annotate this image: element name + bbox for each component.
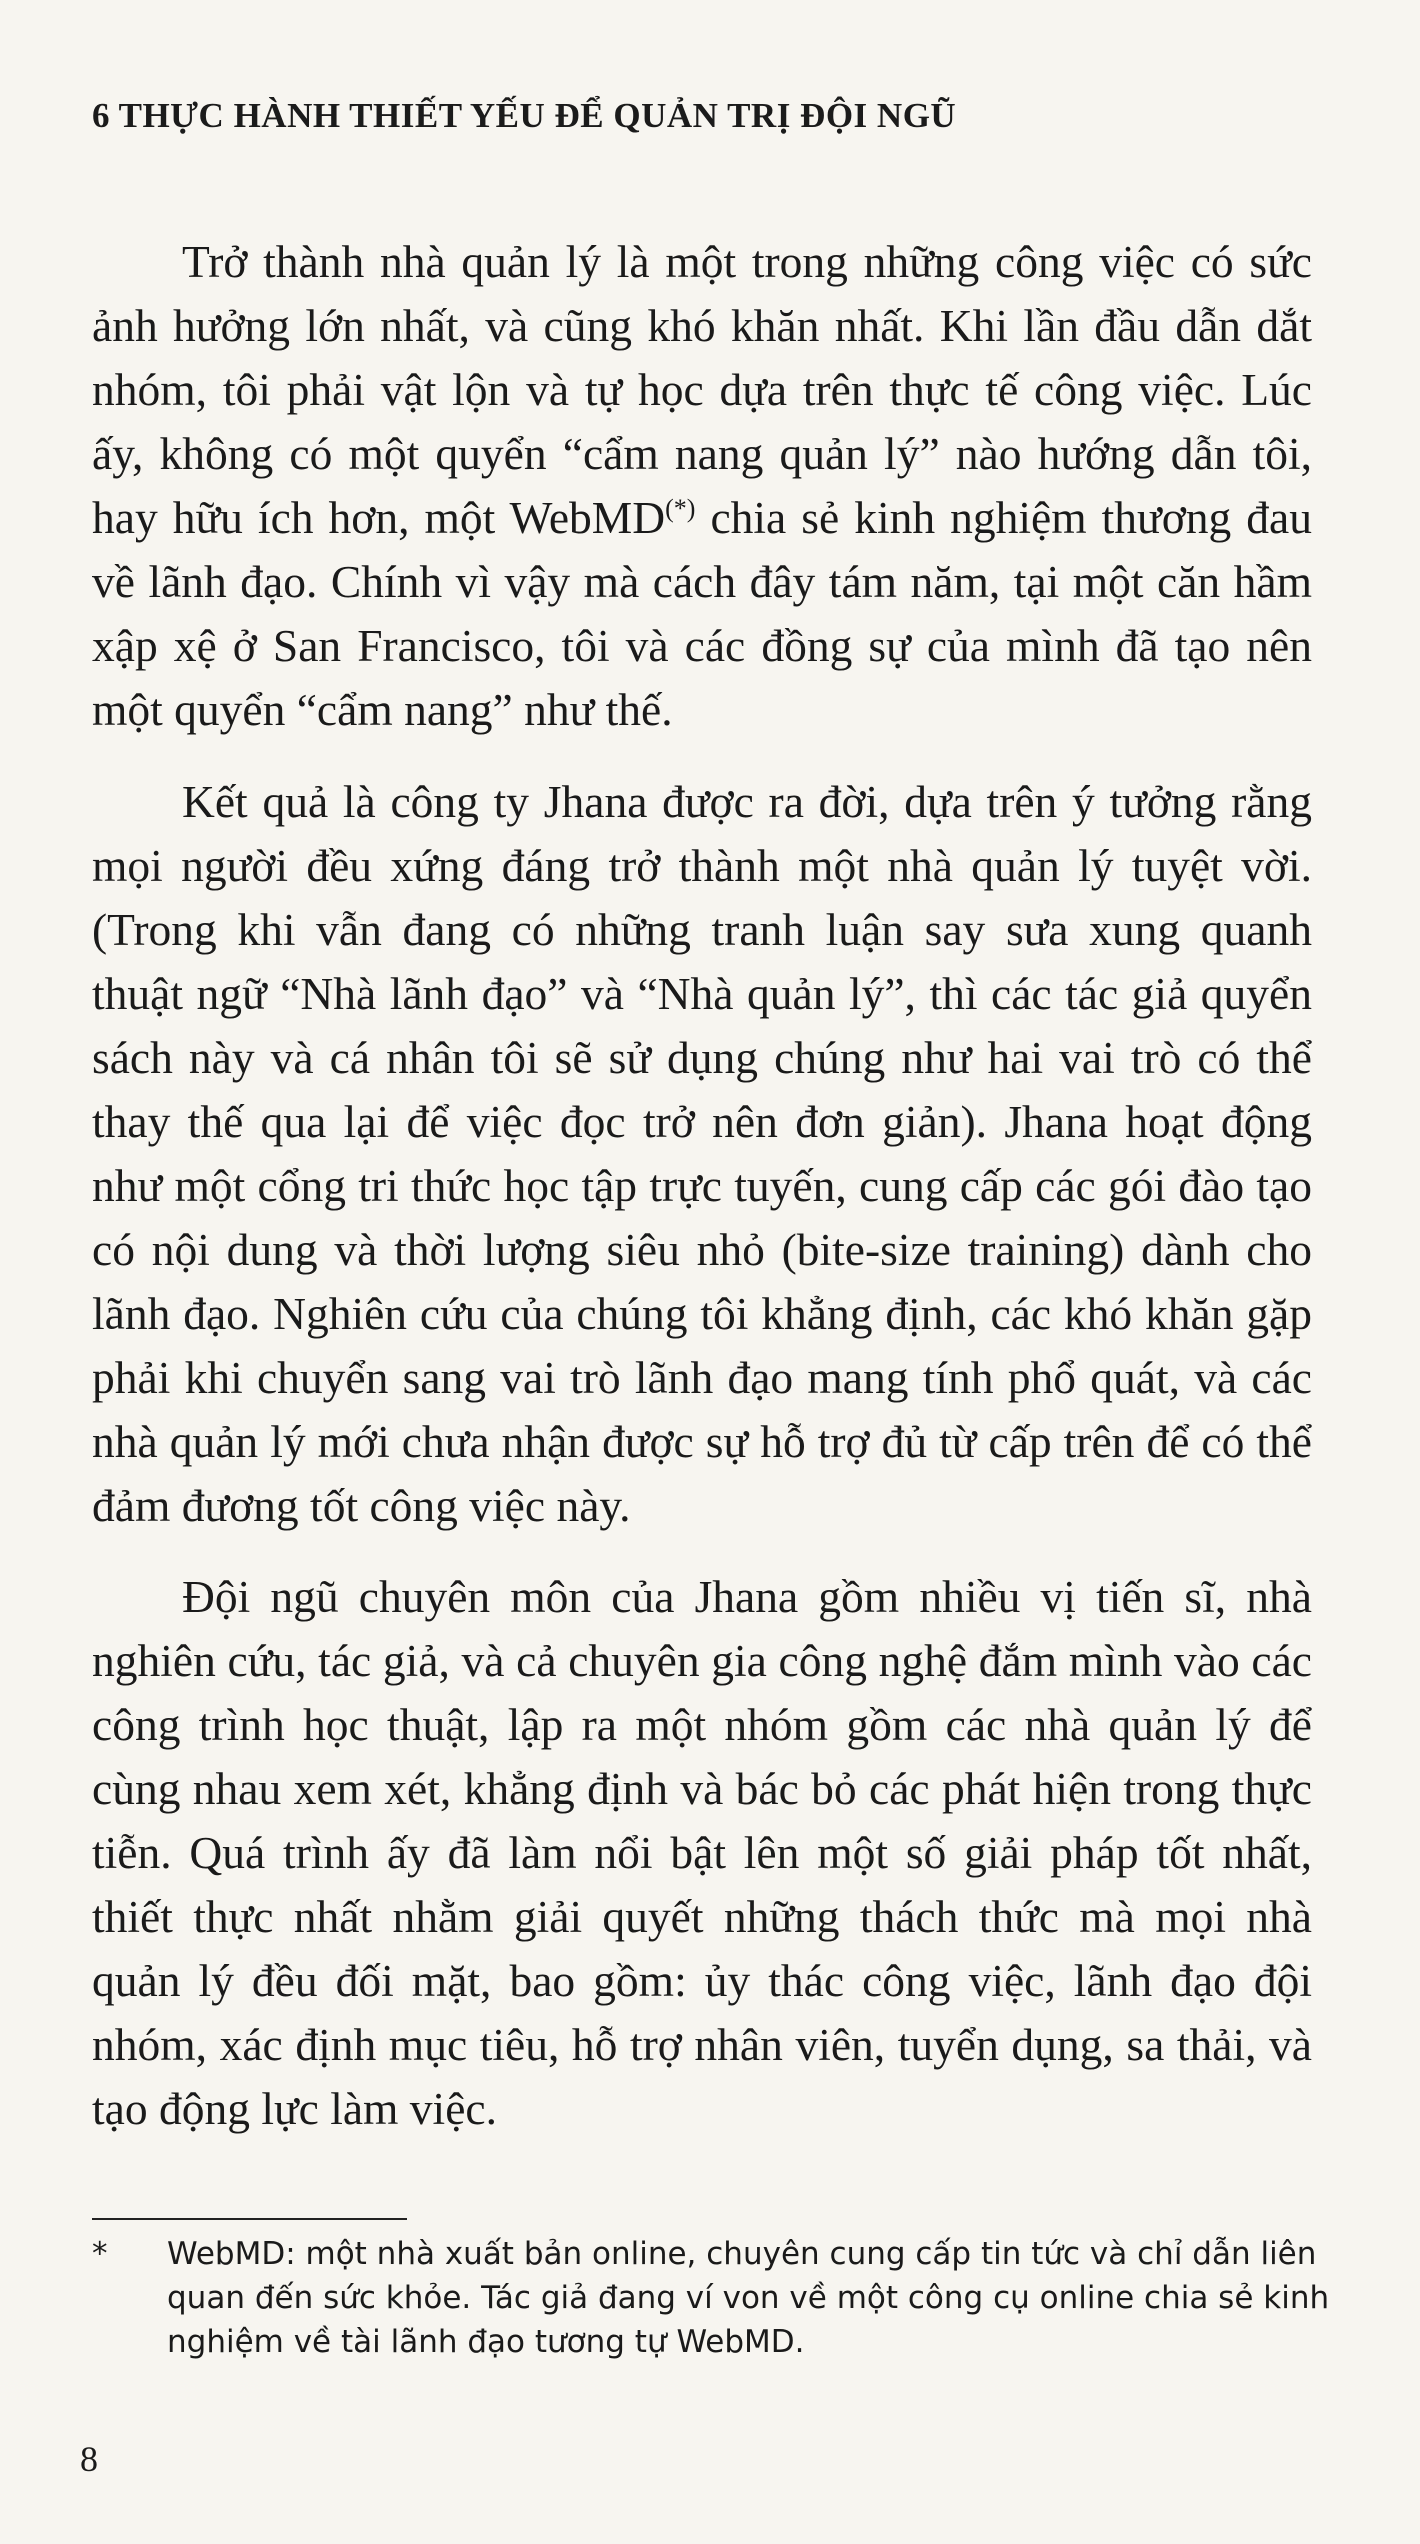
footnote-divider (92, 2218, 407, 2220)
paragraph-3-text: Đội ngũ chuyên môn của Jhana gồm nhiều vị tiến sĩ, nhà nghiên cứu, tác giả, và cả chuyên gia công nghệ đắm mình vào các công trình học thuật, lập ra một nhóm gồm các nhà quản lý để cùng nhau xem xét, khẳng định và bác bỏ các phát hiện trong thực tiễn. Quá trình ấy đã làm nổi bật lên một số giải pháp tốt nhất, thiết thực nhất nhằm giải quyết những thách thức mà mọi nhà quản lý đều đối mặt, bao gồm: ủy thác công việc, lãnh đạo đội nhóm, xác định mục tiêu, hỗ trợ nhân viên, tuyển dụng, sa thải, và tạo động lực làm việc. (92, 1571, 1312, 2134)
footnote-reference: (*) (665, 493, 696, 523)
page-number: 8 (80, 2439, 98, 2479)
footnote-text: WebMD: một nhà xuất bản online, chuyên cung cấp tin tức và chỉ dẫn liên quan đến sức khỏe. Tác giả đang ví von về một công cụ online chia sẻ kinh nghiệm về tài lãnh đạo tương tự WebMD. (167, 2236, 1330, 2360)
footnote (92, 2232, 1332, 2364)
paragraph-1-text-continued: chia sẻ kinh nghiệm thương đau về lãnh đạo. Chính vì vậy mà cách đây tám năm, tại một căn hầm xập xệ ở San Francisco, tôi và các đồng sự của mình đã tạo nên một quyển “cẩm nang” như thế. (92, 492, 1312, 735)
paragraph-2-text: Kết quả là công ty Jhana được ra đời, dựa trên ý tưởng rằng mọi người đều xứng đáng trở thành một nhà quản lý tuyệt vời. (Trong khi vẫn đang có những tranh luận say sưa xung quanh thuật ngữ “Nhà lãnh đạo” và “Nhà quản lý”, thì các tác giả quyển sách này và cá nhân tôi sẽ sử dụng chúng như hai vai trò có thể thay thế qua lại để việc đọc trở nên đơn giản). Jhana hoạt động như một cổng tri thức học tập trực tuyến, cung cấp các gói đào tạo có nội dung và thời lượng siêu nhỏ (bite-size training) dành cho lãnh đạo. Nghiên cứu của chúng tôi khẳng định, các khó khăn gặp phải khi chuyển sang vai trò lãnh đạo mang tính phổ quát, và các nhà quản lý mới chưa nhận được sự hỗ trợ đủ từ cấp trên để có thể đảm đương tốt công việc này. (92, 776, 1312, 1531)
paragraph-1 (92, 230, 1312, 742)
running-header: 6 THỰC HÀNH THIẾT YẾU ĐỂ QUẢN TRỊ ĐỘI NGŨ (92, 96, 957, 135)
paragraph-1-text: Trở thành nhà quản lý là một trong những công việc có sức ảnh hưởng lớn nhất, và cũng khó khăn nhất. Khi lần đầu dẫn dắt nhóm, tôi phải vật lộn và tự học dựa trên thực tế công việc. Lúc ấy, không có một quyển “cẩm nang quản lý” nào hướng dẫn tôi, hay hữu ích hơn, một WebMD (92, 236, 1312, 543)
paragraph-3 (92, 1565, 1312, 2141)
footnote-marker: * (92, 2236, 108, 2272)
paragraph-2 (92, 770, 1312, 1538)
